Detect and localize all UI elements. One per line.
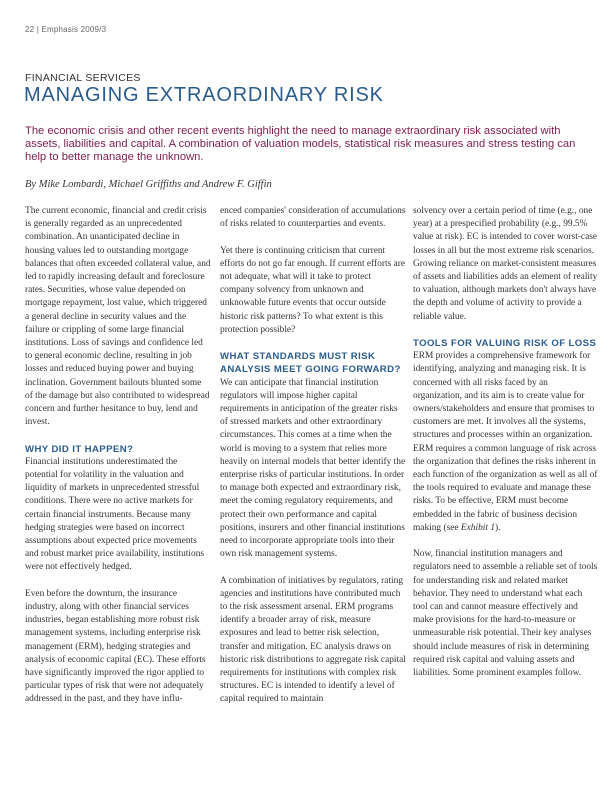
paragraph: Even before the downturn, the insurance industry, along with other financial services industries, began establishing more robust risk management systems, including enterprise risk management (ERM), hedging strategies and analysis of economic capital (EC). These efforts have significantly improved the rigor applied to particular types of risk that were not adequately addressed in the past, and they have influ- bbox=[25, 588, 206, 705]
section-heading: WHY DID IT HAPPEN? bbox=[25, 443, 134, 455]
paragraph-text: ERM provides a comprehensive framework for identifying, analyzing and managing risk. It is concerned with all risks faced by an organization, and its aim is to create value for owners/stakeholders and ensure that promises to customers are met. It involves all the systems, structures and processes within an organization. ERM requires a common language of risk across the organization that defines the risks inherent in each function of the organization as well as all of the tools required to evaluate and manage these risks. To be effective, ERM must become embedded in the fabric of business decision making (see bbox=[413, 351, 598, 533]
paragraph: We can anticipate that financial institution regulators will impose higher capital requirements in anticipation of the greater risks of stressed markets and other extraordinary circumstances. This comes at a time when the world is moving to a system that relies more heavily on internal models that better identify the enterprise risks of particular institutions. In order to manage both expected and extraordinary risk, meet the coming regulatory requirements, and protect their own performance and capital positions, insurers and other financial institutions need to incorporate appropriate tools into their own risk management systems. bbox=[220, 377, 406, 560]
exhibit-reference: Exhibit 1 bbox=[460, 522, 496, 533]
section-heading: WHAT STANDARDS MUST RISK ANALYSIS MEET GOING FORWARD? bbox=[220, 351, 401, 376]
page-folio: 22 | Emphasis 2009/3 bbox=[25, 25, 107, 34]
paragraph: A combination of initiatives by regulators, rating agencies and institutions have contributed much to the risk assessment arsenal. ERM programs identify a broader array of risk, measure exposures and lead to better risk selection, transfer and mitigation. EC analysis draws on historic risk distributions to aggregate risk capital requirements for institutions with complex risk structures. EC is intended to identify a level of capital required to maintain bbox=[220, 575, 406, 705]
column-3 bbox=[413, 205, 599, 693]
column-2 bbox=[220, 205, 406, 720]
paragraph bbox=[413, 350, 599, 535]
section-kicker: FINANCIAL SERVICES bbox=[25, 72, 141, 84]
paragraph: solvency over a certain period of time (e.g., one year) at a prespecified probability (e.g., 99.5% value at risk). EC is intended to cover worst-case losses in all but the most extreme risk scenarios. Growing reliance on market-consistent measures of assets and liabilities adds an element of reality to valuation, although markets don't always have the depth and volume of activity to provide a reliable value. bbox=[413, 206, 598, 322]
paragraph: enced companies' consideration of accumulations of risks related to counterparties and events. bbox=[220, 206, 406, 230]
section-heading: TOOLS FOR VALUING RISK OF LOSS bbox=[413, 338, 597, 350]
paragraph: The current economic, financial and credit crisis is generally regarded as an unprecedented combination. An unanticipated decline in housing values led to outstanding mortgage balances that often exceeded collateral value, and led to rapidly increasing default and foreclosure rates. Securities, whose value depended on mortgage repayment, lost value, which triggered a general decline in security values and the failure or crippling of some large financial institutions. Loss of savings and confidence led to general economic decline, resulting in job losses and reduced buying power and buying inclination. Government bailouts blunted some of the damage but also contributed to widespread concern and further hesitance to buy, lend and invest. bbox=[25, 206, 211, 428]
column-1 bbox=[25, 205, 211, 720]
paragraph: Now, financial institution managers and regulators need to assemble a reliable set of tools for understanding risk and related market behavior. They need to understand what each tool can and cannot measure effectively and make provisions for the hard-to-measure or unmeasurable risk potential. Their key analyses should include measures of risk in determining required risk capital and valuing assets and liabilities. Some prominent examples follow. bbox=[413, 549, 598, 679]
article-byline: By Mike Lombardi, Michael Griffiths and Andrew F. Giffin bbox=[25, 179, 272, 190]
article-title: MANAGING EXTRAORDINARY RISK bbox=[24, 84, 384, 106]
article-deck: The economic crisis and other recent events highlight the need to manage extraordinary risk associated with assets, liabilities and capital. A combination of valuation models, statistical risk measures and stress testing can help to better manage the unknown. bbox=[25, 125, 576, 164]
paragraph-tail: ). bbox=[495, 522, 501, 533]
paragraph: Yet there is continuing criticism that current efforts do not go far enough. If current efforts are not adequate, what will it take to protect company solvency from unknown and unknowable future events that occur outside historic risk patterns? To what extent is this protection possible? bbox=[220, 245, 406, 335]
paragraph: Financial institutions underestimated the potential for volatility in the valuation and liquidity of markets in unprecedented stressful conditions. There were no active markets for certain financial instruments. Because many hedging strategies were based on incorrect assumptions about expected price movements and robust market price availability, institutions were not effectively hedged. bbox=[25, 456, 205, 573]
